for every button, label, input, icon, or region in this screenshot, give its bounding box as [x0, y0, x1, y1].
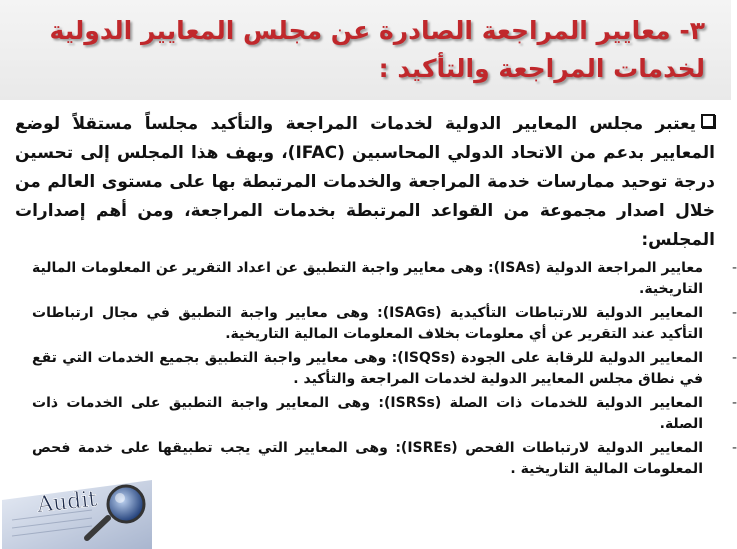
magnifier-icon: [108, 486, 144, 522]
dash-bullet: -: [731, 260, 737, 276]
list-item: [32, 348, 737, 389]
list-item: [32, 393, 737, 434]
audit-magnifier-image: [2, 470, 152, 549]
dash-bullet: -: [731, 440, 737, 456]
list-item-text: المعايير الدولية للرقابة على الجودة (ISQSs): وهى معايير واجبة التطبيق بجميع الخدمات التي تقع في نطاق مجلس المعايير الدولية لخدمات المراجعة والتأكيد .: [32, 350, 703, 387]
dash-bullet: -: [731, 350, 737, 366]
dash-bullet: -: [731, 395, 737, 411]
audit-logo-text: Audit: [36, 486, 99, 518]
dash-bullet: -: [731, 305, 737, 321]
list-item-text: المعايير الدولية للارتباطات التأكيدية (ISAGs): وهى معايير واجبة التطبيق في مجال ارتباطات التأكيد عند التقرير عن أي معلومات بخلاف المعلومات المالية التاريخية.: [32, 305, 704, 342]
list-item: [32, 258, 737, 299]
checkbox-bullet-icon: [701, 114, 715, 128]
intro-paragraph: [15, 110, 715, 255]
publications-list: [32, 258, 737, 483]
list-item-text: المعايير الدولية لارتباطات الفحص (ISREs): وهى المعايير التي يجب تطبيقها على خدمة فحص المعلومات المالية التاريخية .: [32, 440, 703, 477]
list-item: [32, 303, 737, 344]
list-item-text: معايير المراجعة الدولية (ISAs): وهى معايير واجبة التطبيق عن اعداد التقرير عن المعلومات المالية التاريخية.: [32, 260, 703, 297]
list-item-text: المعايير الدولية للخدمات ذات الصلة (ISRSs): وهى المعايير واجبة التطبيق على الخدمات ذات الصلة.: [32, 395, 703, 432]
slide-title: ٣- معايير المراجعة الصادرة عن مجلس المعايير الدولية لخدمات المراجعة والتأكيد :: [49, 16, 705, 83]
intro-text: يعتبر مجلس المعايير الدولية لخدمات المراجعة والتأكيد مجلساً مستقلاً لوضع المعايير بدعم من الاتحاد الدولي المحاسبين (IFAC)، ويهف هذا المجلس إلى تحسين درجة توحيد ممارسات خدمة المراجعة والخدمات المرتبطة بها على مستوى العالم من خلال اصدار مجموعة من القواعد المرتبطة بخدمات المراجعة، ومن أهم إصدارات المجلس:: [15, 114, 715, 250]
